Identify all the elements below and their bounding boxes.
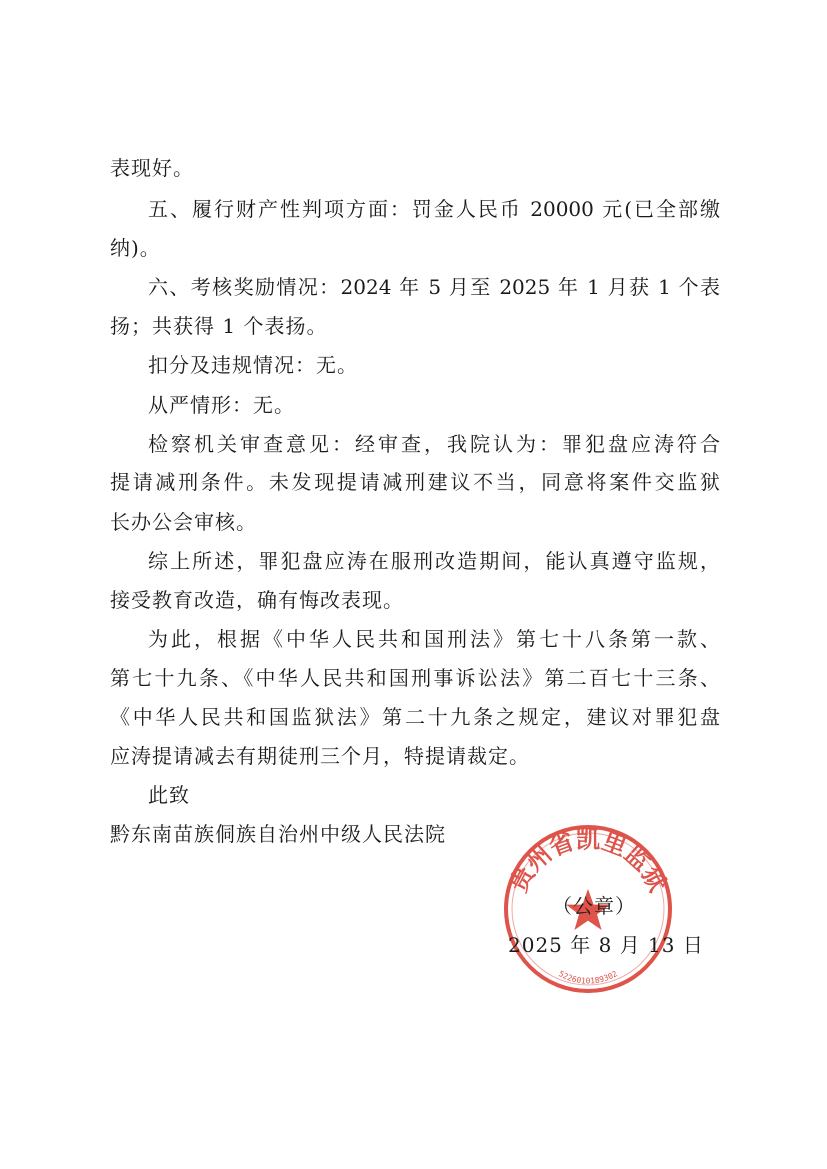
text-line-1: 表现好。 [110, 156, 194, 180]
text-line-5: 扬；共获得 1 个表扬。 [110, 314, 328, 338]
salutation: 此致 [148, 783, 190, 807]
text-line-11: 综上所述，罪犯盘应涛在服刑改造期间，能认真遵守监规， [148, 549, 720, 573]
text-line-9: 提请减刑条件。未发现提请减刑建议不当，同意将案件交监狱 [110, 470, 720, 494]
seal-serial: 5226010189302 [557, 969, 619, 986]
text-line-15: 《中华人民共和国监狱法》第二十九条之规定，建议对罪犯盘 [110, 705, 720, 729]
seal-text: 贵州省凯里监狱 [504, 825, 672, 897]
stamp-label: （公章） [552, 894, 636, 918]
text-line-16: 应涛提请减去有期徒刑三个月，特提请裁定。 [110, 744, 530, 768]
recipient-court: 黔东南苗族侗族自治州中级人民法院 [110, 822, 446, 846]
text-line-12: 接受教育改造，确有悔改表现。 [110, 588, 404, 612]
text-line-14: 第七十九条、《中华人民共和国刑事诉讼法》第二百七十三条、 [110, 666, 720, 690]
document-date: 2025 年 8 月 13 日 [508, 933, 704, 957]
text-line-4: 六、考核奖励情况：2024 年 5 月至 2025 年 1 月获 1 个表 [148, 275, 720, 299]
text-line-10: 长办公会审核。 [110, 510, 257, 534]
text-line-8: 检察机关审查意见：经审查，我院认为：罪犯盘应涛符合 [148, 432, 720, 456]
text-line-6: 扣分及违规情况：无。 [148, 353, 358, 377]
text-line-7: 从严情形：无。 [148, 393, 295, 417]
text-line-13: 为此，根据《中华人民共和国刑法》第七十八条第一款、 [148, 627, 720, 651]
text-line-2: 五、履行财产性判项方面：罚金人民币 20000 元(已全部缴 [148, 197, 720, 221]
text-line-3: 纳)。 [110, 236, 161, 260]
